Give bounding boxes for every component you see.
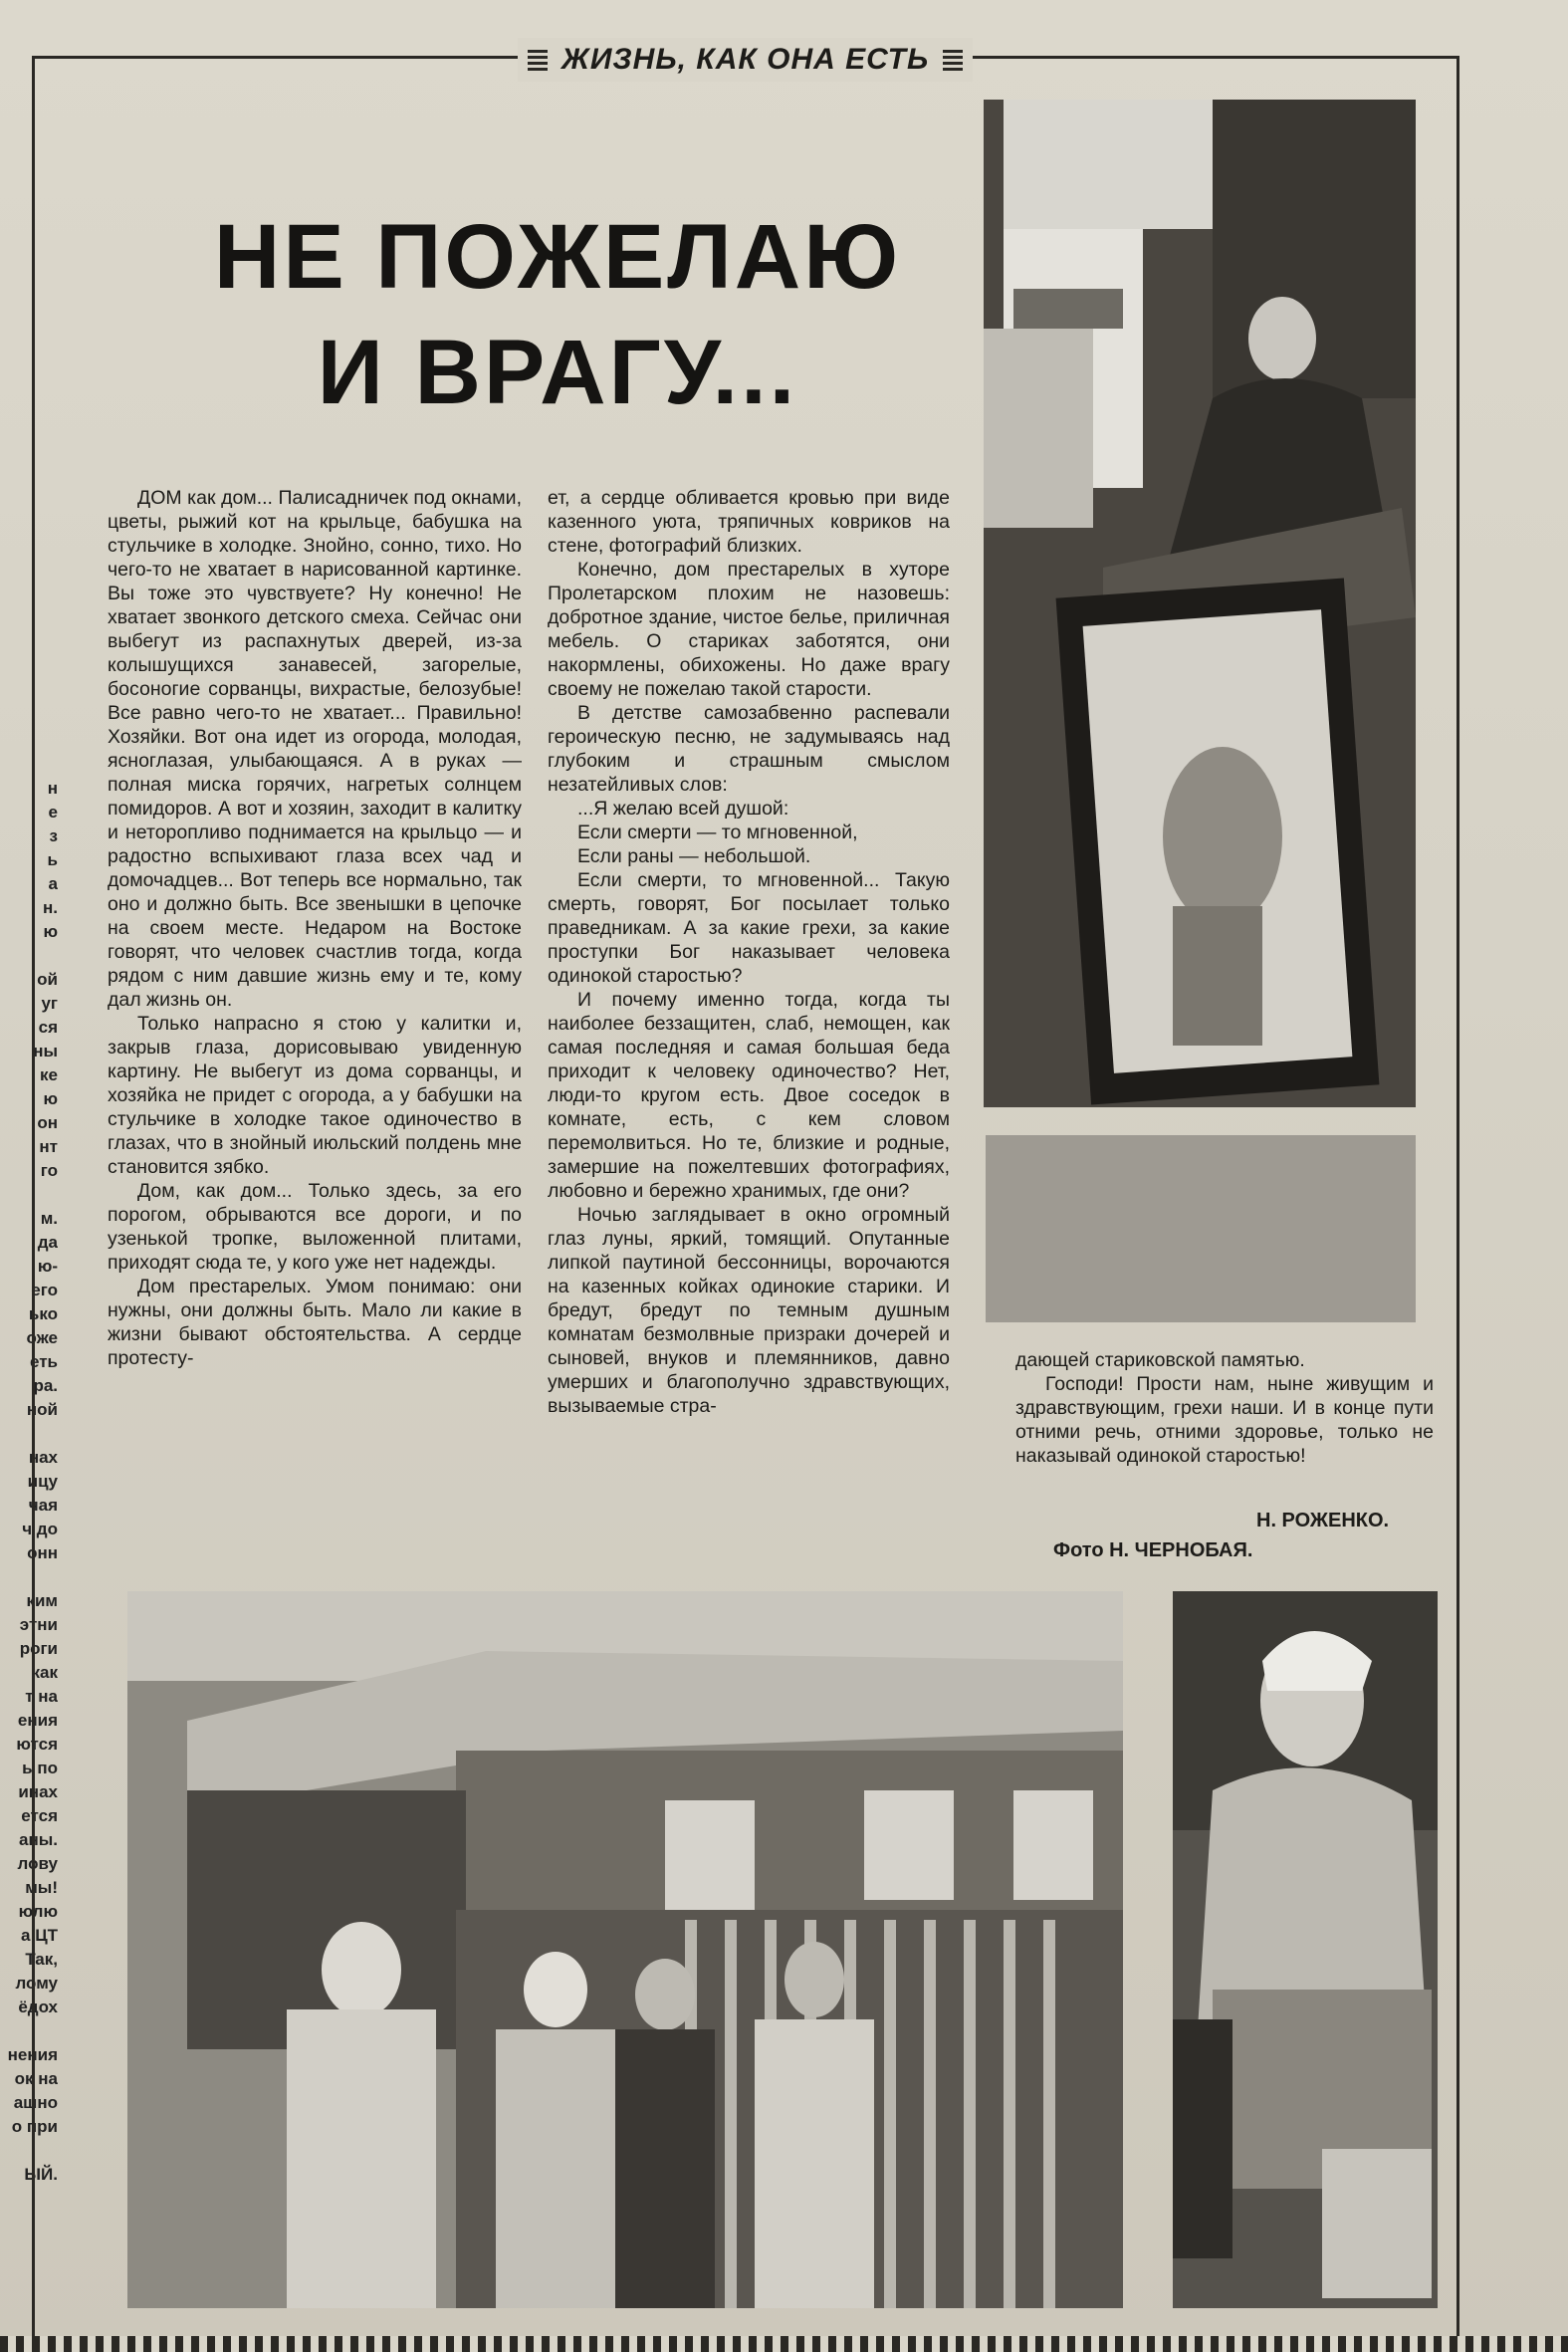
previous-column-line: ке xyxy=(40,1065,58,1084)
paragraph: ет, а сердце обливается кровью при виде казенного уюта, тряпичных ковриков на стене, фотографий близких. xyxy=(548,487,950,557)
paragraph: Ночью заглядывает в окно огромный глаз луны, яркий, томящий. Опутанные липкой паутиной бессонницы, ворочаются на казенных койках одинокие старики. И бредут, бредут по темным душным комнатам безмолвные призраки дочерей и сыновей, внуков и племянников, давно умерших и благополучно здравствующих, вызываемые стра- xyxy=(548,1204,950,1417)
previous-column-line: ра. xyxy=(33,1376,58,1395)
previous-column-line: он xyxy=(37,1113,58,1132)
gray-placeholder-box xyxy=(986,1135,1416,1322)
previous-column-line: ч до xyxy=(22,1520,58,1538)
previous-column-line: ько xyxy=(28,1304,58,1323)
rubric-ornament-left xyxy=(528,49,548,71)
paragraph: Только напрасно я стою у калитки и, закрыв глаза, дорисовываю увиденную картину. Не выбегут из дома сорванцы, и хозяйка не придет с огорода, а у бабушки на стульчике в холодке такое одиночество в глазах, что в знойный июльский полдень мне становится зябко. xyxy=(108,1013,522,1178)
previous-column-line: юлю xyxy=(18,1902,58,1921)
previous-column-line: уг xyxy=(41,994,58,1013)
previous-column-line: а ЦТ xyxy=(21,1926,58,1945)
photo-seated-woman xyxy=(1173,1591,1438,2308)
photo-house-residents-image xyxy=(127,1591,1123,2308)
previous-column-line: ок на xyxy=(14,2069,58,2088)
previous-column-line: ашно xyxy=(13,2093,58,2112)
previous-column-line: ю- xyxy=(37,1257,58,1276)
previous-column-line: ким xyxy=(26,1591,58,1610)
previous-column-line: ь по xyxy=(22,1759,58,1777)
previous-column-line: ны xyxy=(33,1042,58,1060)
previous-column-line: мы! xyxy=(25,1878,58,1897)
poem-line: Если раны — небольшой. xyxy=(577,845,811,867)
previous-column-line: чая xyxy=(28,1496,58,1515)
previous-column-line: аны. xyxy=(19,1830,58,1849)
previous-column-line: а xyxy=(48,874,58,893)
previous-column-line: нт xyxy=(39,1137,58,1156)
photo-woman-with-portrait-image xyxy=(984,100,1416,1107)
previous-column-line: го xyxy=(40,1161,58,1180)
previous-column-line: оже xyxy=(26,1328,58,1347)
headline xyxy=(199,199,916,430)
paragraph: Дом престарелых. Умом понимаю: они нужны, они должны быть. Мало ли какие в жизни бывают обстоятельства. А сердце протесту- xyxy=(108,1276,522,1369)
paragraph: Господи! Прости нам, ныне живущим и здравствующим, грехи наши. И в конце пути отними речь, отними здоровье, только не наказывай одинокой старостью! xyxy=(1015,1373,1434,1467)
paragraph: В детстве самозабвенно распевали героическую песню, не задумываясь над глубоким и страшным смыслом незатейливых слов: xyxy=(548,702,950,796)
previous-column-line: лому xyxy=(15,1974,58,1993)
paragraph: ДОМ как дом... Палисадничек под окнами, цветы, рыжий кот на крыльце, бабушка на стульчике в холодке. Знойно, сонно, тихо. Но чего-то не хватает в нарисованной картинке. Вы тоже это чувствуете? Ну конечно! Не хватает звонкого детского смеха. Сейчас они выбегут из распахнутых дверей, из-за колышущихся занавесей, загорелые, босоногие сорванцы, вихрастые, белозубые! Все равно чего-то не хватает... Правильно! Хозяйки. Вот она идет из огорода, молодая, ясноглазая, улыбающаяся. А в руках — полная миска горячих, нагретых солнцем помидоров. А вот и хозяин, заходит в калитку и неторопливо поднимается на крыльцо — и радостно вспыхивают глаза всех чад и домочадцев... Вот теперь все нормально, так оно и должно быть. Все звенышки в цепочке на своем месте. Недаром на Востоке говорят, что человек счастлив тогда, когда рядом с ним давшие жизнь ему и те, кому дал жизнь он. xyxy=(108,487,522,1011)
previous-column-line: ения xyxy=(17,1711,58,1730)
previous-column-line: т на xyxy=(25,1687,58,1706)
article-column-1 xyxy=(108,486,522,1591)
previous-column-line: нения xyxy=(7,2045,58,2064)
previous-column-line: ю xyxy=(43,1089,58,1108)
previous-column-line: ется xyxy=(21,1806,58,1825)
previous-column-line: ицу xyxy=(27,1472,58,1491)
previous-column-line: ной xyxy=(26,1400,58,1419)
photo-woman-with-portrait xyxy=(984,100,1416,1107)
rubric-ornament-right xyxy=(943,49,963,71)
previous-column-line: роги xyxy=(19,1639,58,1658)
photo-credit: Фото Н. ЧЕРНОБАЯ. xyxy=(1053,1539,1253,1561)
previous-column-line: нах xyxy=(28,1448,58,1467)
poem-line: Если смерти — то мгновенной, xyxy=(577,822,858,843)
rubric-title: ЖИЗНЬ, КАК ОНА ЕСТЬ xyxy=(561,43,930,76)
previous-column-line: ся xyxy=(38,1018,58,1037)
previous-column-line: ются xyxy=(16,1735,58,1754)
previous-column-line: ёдох xyxy=(18,1998,58,2016)
previous-column-line: как xyxy=(31,1663,58,1682)
previous-column-line: н xyxy=(47,779,58,798)
page-bottom-edge xyxy=(0,2336,1568,2352)
paragraph: Конечно, дом престарелых в хуторе Пролетарском плохим не назовешь: добротное здание, чистое белье, приличная мебель. О стариках заботятся, они накормлены, обихожены. Но даже врагу своему не пожелаю такой старости. xyxy=(548,559,950,700)
photo-house-residents xyxy=(127,1591,1123,2308)
headline-line-2: И ВРАГУ... xyxy=(317,322,798,423)
previous-column-line: е xyxy=(48,803,58,822)
previous-column-line: еть xyxy=(29,1352,58,1371)
paragraph: Если смерти, то мгновенной... Такую смерть, говорят, Бог посылает только праведникам. А за какие грехи, за какие проступки Бог наказывает человека одинокой старостью? xyxy=(548,869,950,987)
previous-column-line: м. xyxy=(40,1209,58,1228)
article-column-3 xyxy=(1015,1348,1434,1468)
author-signature: Н. РОЖЕНКО. xyxy=(1256,1510,1390,1531)
previous-column-line: ой xyxy=(37,970,58,989)
previous-column-line: инах xyxy=(18,1782,58,1801)
previous-column-line: да xyxy=(37,1233,58,1252)
poem-line: ...Я желаю всей душой: xyxy=(577,798,789,820)
previous-column-line: его xyxy=(31,1281,58,1299)
paragraph: И почему именно тогда, когда ты наиболее беззащитен, слаб, немощен, как самая последняя и самая большая беда приходит к человеку одиночество? Нет, люди-то кругом есть. Двое соседок в комнате, есть, с кем словом перемолвиться. Но те, близкие и родные, замершие на пожелтевших фотографиях, любовно и бережно хранимых, где они? xyxy=(548,989,950,1202)
previous-column-line: ь xyxy=(47,850,58,869)
previous-column-line: онн xyxy=(27,1543,58,1562)
previous-column-line: ЫЙ. xyxy=(24,2165,58,2184)
article-column-2 xyxy=(548,486,950,1591)
previous-column-line: о при xyxy=(11,2117,58,2136)
previous-column-line: ю xyxy=(43,922,58,941)
previous-column-line: н. xyxy=(43,898,58,917)
previous-column-line: з xyxy=(49,826,58,845)
paragraph: Дом, как дом... Только здесь, за его порогом, обрываются все дороги, и по узенькой тропке, выложенной плитами, приходят сюда те, у кого уже нет надежды. xyxy=(108,1180,522,1274)
previous-column-line: Так, xyxy=(25,1950,58,1969)
headline-line-1: НЕ ПОЖЕЛАЮ xyxy=(213,206,902,308)
previous-column-line: этни xyxy=(19,1615,58,1634)
rubric-header xyxy=(518,38,973,82)
photo-seated-woman-image xyxy=(1173,1591,1438,2308)
paragraph: дающей стариковской памятью. xyxy=(1015,1349,1305,1371)
previous-column-line: лову xyxy=(17,1854,58,1873)
